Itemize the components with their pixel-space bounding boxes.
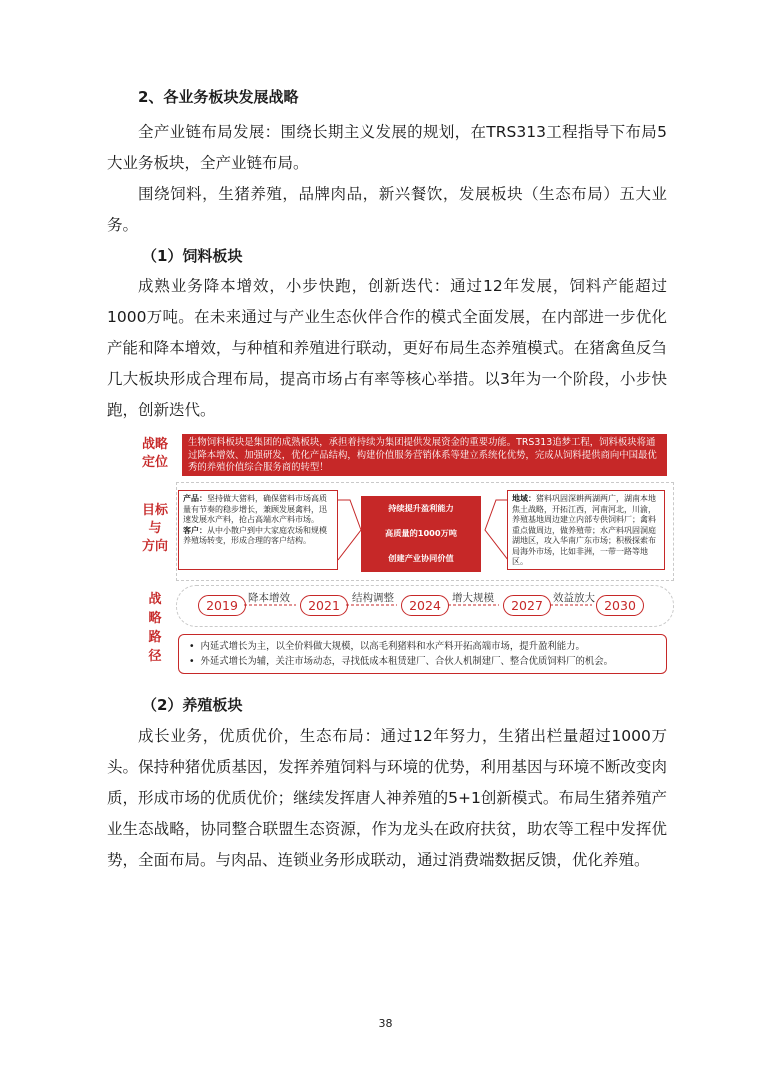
goal-item-3: 创建产业协同价值: [388, 553, 454, 563]
label-strategy-positioning: 战略 定位: [141, 437, 168, 470]
subsection-title-feed: （1）饲料板块: [142, 247, 243, 265]
step-structure-adjust: 结构调整: [352, 592, 394, 604]
paragraph-4: 成长业务，优质优价，生态布局：通过12年努力，生猪出栏量超过1000万头。保持种猪优质基因，发挥养殖饲料与环境的优势，利用基因与环境不断改变肉质，形成市场的优质优价；继续发挥唐人神养殖的5+1创新模式。布局生猪养殖产业生态战略，协同整合联盟生态资源，作为龙头在政府扶贫，助农等工程中发挥优势，全面布局。与肉品、连锁业务形成联动，通过消费端数据反馈，优化养殖。: [107, 727, 667, 869]
positioning-box: 生物饲料板块是集团的成熟板块，承担着持续为集团提供发展资金的重要功能。TRS313追梦工程，饲料板块将通过降本增效、加强研发，优化产品结构，构建价值服务营销体系等建立系统化优势，完成从饲料提供商向中国最优秀的养殖价值综合服务商的转型！: [182, 434, 667, 476]
path-box: [178, 634, 667, 674]
goal-item-1: 持续提升盈利能力: [388, 503, 454, 513]
goal-left-box: [178, 490, 338, 570]
year-2019: 2019: [198, 595, 246, 616]
goal-item-2: 高质量的1000万吨: [385, 528, 457, 538]
customer-label: 客户：: [183, 525, 207, 535]
path-item-2: • 外延式增长为辅，关注市场动态，寻找低成本租赁建厂、合伙人机制建厂、整合优质饲料厂的机会。: [189, 656, 614, 667]
strategy-diagram: [140, 432, 672, 676]
paragraph-1: 全产业链布局发展：围绕长期主义发展的规划，在TRS313工程指导下布局5大业务板块，全产业链布局。: [107, 123, 667, 172]
roadmap-arrows: [176, 585, 672, 625]
goal-right-box: [507, 490, 665, 570]
customer-text: 从中小散户到中大家庭农场和规模养殖场转变，形成合理的客户结构。: [183, 525, 327, 545]
region-label: 地域：: [512, 494, 536, 503]
product-label: 产品：: [183, 494, 207, 503]
year-2027: 2027: [503, 595, 551, 616]
paragraph-2: 围绕饲料，生猪养殖，品牌肉品，新兴餐饮，发展板块（生态布局）五大业务。: [107, 185, 667, 234]
page-number: 38: [378, 1017, 393, 1030]
product-text: 坚持做大猪料，确保猪料市场高质量有节奏的稳步增长，兼顾发展禽料，迅速发展水产料，抢占高端水产料市场。: [183, 494, 327, 524]
subsection-title-breeding: （2）养殖板块: [142, 696, 243, 714]
section-title: 2、各业务板块发展战略: [138, 88, 299, 106]
goal-center-box: [361, 496, 481, 572]
label-strategy-path: 战 略 路 径: [148, 592, 162, 664]
region-text: 猪料巩固深耕两湖两广，湖南本地焦土战略，开拓江西，河南河北，川渝，养殖基地周边建立内部专供饲料厂；禽料重点做周边，做养殖带；水产料巩固洞庭湖地区，攻入华南广东市场；积极探索布局海外市场，比如非洲，一带一路等地区。: [512, 494, 656, 566]
year-2021: 2021: [300, 595, 348, 616]
step-benefit-expand: 效益放大: [553, 592, 595, 604]
step-cost-reduction: 降本增效: [248, 592, 290, 604]
year-2024: 2024: [401, 595, 449, 616]
year-2030: 2030: [596, 595, 644, 616]
path-item-1: • 内延式增长为主，以全价料做大规模，以高毛利猪料和水产料开拓高端市场，提升盈利能力。: [189, 641, 585, 652]
paragraph-3: 成熟业务降本增效，小步快跑，创新迭代：通过12年发展，饲料产能超过1000万吨。在未来通过与产业生态伙伴合作的模式全面发展，在内部进一步优化产能和降本增效，与种植和养殖进行联动，更好布局生态养殖模式。在猪禽鱼反刍几大板块形成合理布局，提高市场占有率等核心举措。以3年为一个阶段，小步快跑，创新迭代。: [107, 277, 667, 419]
label-goal-direction: 目标 与 方向: [141, 503, 168, 554]
step-scale-up: 增大规模: [452, 592, 494, 604]
